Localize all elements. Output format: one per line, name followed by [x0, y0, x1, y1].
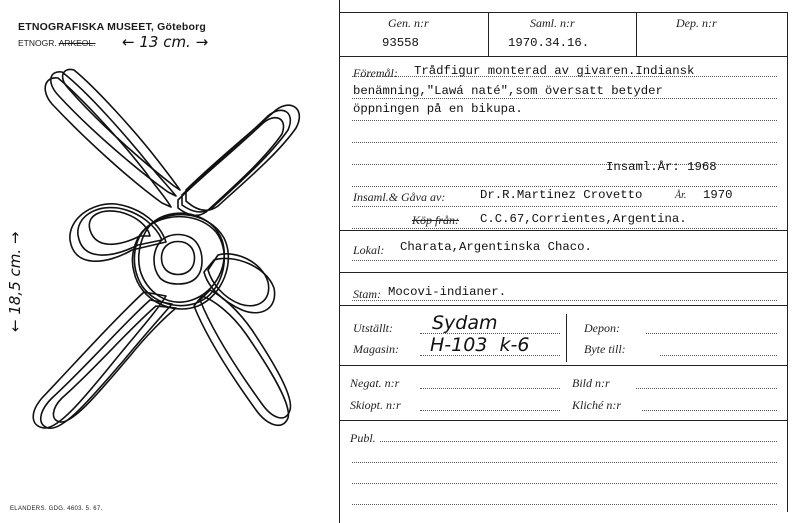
gen-number-value: 93558: [382, 36, 419, 50]
writing-line: [642, 410, 777, 411]
stam-label: Stam:: [353, 287, 381, 301]
writing-line: [352, 206, 777, 207]
kop-label-struck: Köp från:: [412, 213, 460, 227]
depon-label: Depon:: [584, 321, 620, 335]
width-measurement-note: ← 13 cm. →: [122, 33, 209, 51]
writing-line: [352, 120, 777, 121]
foremal-line-3: öppningen på en bikupa.: [353, 102, 523, 116]
writing-line: [646, 333, 777, 334]
insaml-ar: Insaml.År: 1968: [606, 160, 717, 174]
figure-arm-upper-right: [178, 105, 299, 215]
writing-line: [636, 388, 777, 389]
rule-after-photo: [339, 420, 787, 421]
printer-imprint: ELANDERS. GDG. 4603. 5. 67.: [10, 506, 103, 512]
ar-value: 1970: [703, 188, 733, 202]
writing-line: [352, 186, 777, 187]
department-struck: ARKEOL.: [58, 38, 96, 48]
foremal-label: Föremål:: [353, 66, 398, 80]
header-divider-2: [636, 12, 637, 56]
figure-arm-lower-left: [33, 292, 176, 428]
height-measurement-note: ← 18,5 cm. →: [6, 231, 24, 332]
skiopt-label: Skiopt. n:r: [350, 398, 401, 412]
byte-label: Byte till:: [584, 342, 626, 356]
writing-line: [660, 355, 777, 356]
card-left-border: [339, 0, 340, 523]
header-bottom-rule: [339, 56, 787, 57]
rule-after-stam: [339, 305, 787, 306]
magasin-value: H-103 k-6: [430, 334, 530, 356]
writing-line: [352, 142, 777, 143]
ar-label: År.: [675, 190, 687, 201]
gava-value: Dr.R.Martinez Crovetto: [480, 188, 643, 202]
header-divider-1: [488, 12, 489, 56]
gava-label: Insaml.& Gåva av:: [353, 190, 446, 204]
rule-after-storage: [339, 365, 787, 366]
writing-line: [352, 504, 777, 505]
negat-label: Negat. n:r: [350, 376, 400, 390]
figure-arm-left: [70, 204, 166, 261]
utstallt-value: Sydam: [432, 312, 498, 334]
dep-number-label: Dep. n:r: [676, 16, 717, 30]
card-right-border: [787, 12, 788, 512]
museum-title: ETNOGRAFISKA MUSEET, Göteborg: [18, 21, 206, 33]
string-figure-drawing: [0, 0, 320, 523]
stam-value: Mocovi-indianer.: [388, 285, 507, 299]
writing-line: [380, 441, 777, 442]
writing-line: [420, 388, 560, 389]
writing-line: [352, 300, 777, 301]
saml-number-label: Saml. n:r: [530, 16, 575, 30]
foremal-line-1: Trådfigur monterad av givaren.Indiansk: [414, 64, 695, 78]
writing-line: [352, 228, 777, 229]
gen-number-label: Gen. n:r: [388, 16, 429, 30]
storage-divider: [566, 314, 567, 362]
lokal-label: Lokal:: [353, 243, 385, 257]
writing-line: [352, 260, 777, 261]
publ-label: Publ.: [350, 431, 376, 445]
rule-after-lokal: [339, 272, 787, 273]
bild-label: Bild n:r: [572, 376, 610, 390]
kop-label: [412, 213, 459, 228]
figure-arm-upper-left: [45, 69, 180, 207]
rule-after-description: [339, 230, 787, 231]
card-top-border: [339, 12, 787, 13]
writing-line: [352, 98, 777, 99]
utstallt-label: Utställt:: [353, 321, 394, 335]
department-prefix: ETNOGR.: [18, 38, 57, 48]
foremal-line-2: benämning,"Lawá naté",som översatt betyder: [353, 84, 663, 98]
magasin-label: Magasin:: [353, 342, 399, 356]
writing-line: [352, 462, 777, 463]
cliche-label: Kliché n:r: [572, 398, 621, 412]
lokal-value: Charata,Argentinska Chaco.: [400, 240, 592, 254]
writing-line: [420, 410, 560, 411]
writing-line: [352, 483, 777, 484]
kop-value: C.C.67,Corrientes,Argentina.: [480, 212, 687, 226]
saml-number-value: 1970.34.16.: [508, 36, 590, 50]
